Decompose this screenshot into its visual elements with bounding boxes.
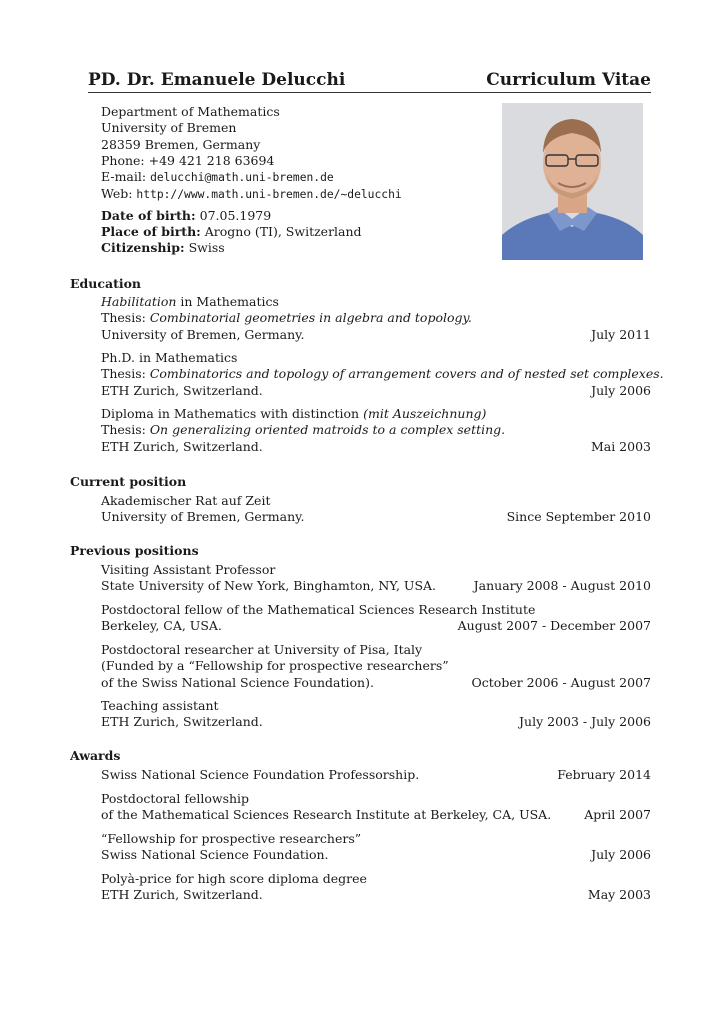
- place-of-birth: [101, 224, 491, 240]
- award-line2: of the Mathematical Sciences Research Institute at Berkeley, CA, USA.: [101, 807, 552, 823]
- citizenship-value: Swiss: [184, 240, 225, 256]
- list-item: [101, 767, 651, 783]
- dob-value: 07.05.1979: [195, 207, 272, 223]
- prev-item-date: July 2003 - July 2006: [519, 714, 651, 730]
- phd-date: July 2006: [591, 382, 651, 398]
- habil-thesis: Combinatorial geometries in algebra and topology.: [149, 310, 472, 326]
- prev-item-line2: ETH Zurich, Switzerland.: [101, 714, 263, 730]
- diploma-degree: Diploma in Mathematics with distinction: [101, 406, 364, 421]
- award-date: May 2003: [587, 887, 651, 903]
- diploma-degree-it: (mit Auszeichnung): [363, 406, 487, 421]
- education-phd: [101, 350, 664, 399]
- habil-degree: in Mathematics: [176, 294, 279, 309]
- web-line: [101, 186, 491, 203]
- citizenship-label: Citizenship:: [101, 240, 185, 256]
- habil-degree-it: Habilitation: [101, 294, 177, 309]
- prev-item-date: August 2007 - December 2007: [457, 618, 651, 634]
- list-item: [101, 602, 651, 635]
- date-of-birth: [101, 208, 491, 224]
- pob-label: Place of birth:: [101, 224, 201, 240]
- phd-thesis-label: Thesis:: [101, 366, 150, 382]
- city: 28359 Bremen, Germany: [101, 136, 261, 152]
- document-title: Curriculum Vitae: [486, 70, 651, 90]
- contact-block: [101, 104, 491, 257]
- phd-place: ETH Zurich, Switzerland.: [101, 382, 263, 398]
- award-date: February 2014: [557, 767, 651, 782]
- portrait-image: [502, 103, 643, 260]
- award-line2: Swiss National Science Foundation.: [101, 847, 329, 863]
- diploma-place: ETH Zurich, Switzerland.: [101, 438, 263, 454]
- list-item: [101, 562, 651, 595]
- award-date: July 2006: [591, 847, 651, 863]
- current-date: Since September 2010: [506, 509, 651, 525]
- person-name: PD. Dr. Emanuele Delucchi: [88, 70, 346, 90]
- university: University of Bremen: [101, 120, 237, 136]
- prev-item-line1: Postdoctoral fellow of the Mathematical Sciences Research Institute: [101, 602, 536, 617]
- list-item: [101, 871, 651, 904]
- prev-item-line2: Berkeley, CA, USA.: [101, 618, 222, 634]
- email-line: [101, 169, 491, 186]
- education-diploma: [101, 406, 651, 455]
- prev-item-date: January 2008 - August 2010: [473, 578, 651, 594]
- prev-item-line1: Visiting Assistant Professor: [101, 562, 276, 577]
- section-current-title: Current position: [70, 474, 187, 489]
- current-place: University of Bremen, Germany.: [101, 509, 305, 525]
- department: Department of Mathematics: [101, 104, 280, 119]
- habil-date: July 2011: [591, 326, 651, 342]
- pob-value: Arogno (TI), Switzerland: [200, 224, 362, 240]
- list-item: [101, 698, 651, 731]
- habil-thesis-label: Thesis:: [101, 310, 150, 326]
- list-item: [101, 791, 651, 824]
- diploma-thesis: On generalizing oriented matroids to a complex setting.: [149, 422, 506, 438]
- email-link[interactable]: delucchi@math.uni-bremen.de: [150, 171, 334, 185]
- prev-item-line2: (Funded by a “Fellowship for prospective researchers”: [101, 658, 449, 674]
- citizenship: [101, 240, 491, 256]
- phd-degree: Ph.D. in Mathematics: [101, 350, 238, 365]
- prev-item-line1: Postdoctoral researcher at University of Pisa, Italy: [101, 642, 423, 657]
- web-link[interactable]: http://www.math.uni-bremen.de/∼delucchi: [136, 188, 402, 202]
- prev-item-line2: State University of New York, Binghamton, NY, USA.: [101, 578, 437, 594]
- dob-label: Date of birth:: [101, 207, 196, 223]
- prev-item-date: October 2006 - August 2007: [471, 674, 651, 690]
- habil-place: University of Bremen, Germany.: [101, 326, 305, 342]
- diploma-date: Mai 2003: [590, 438, 651, 454]
- current-position: [101, 493, 651, 526]
- section-education-title: Education: [70, 276, 142, 291]
- list-item: [101, 642, 651, 691]
- diploma-thesis-label: Thesis:: [101, 422, 150, 438]
- prev-item-line1: Teaching assistant: [101, 698, 219, 713]
- award-date: April 2007: [584, 807, 651, 823]
- award-line1: “Fellowship for prospective researchers”: [101, 831, 362, 846]
- award-line1: Swiss National Science Foundation Professorship.: [101, 767, 420, 782]
- current-role: Akademischer Rat auf Zeit: [101, 493, 271, 508]
- portrait-photo: [502, 103, 643, 260]
- section-awards-title: Awards: [70, 748, 121, 763]
- award-line1: Postdoctoral fellowship: [101, 791, 250, 806]
- award-line2: ETH Zurich, Switzerland.: [101, 887, 263, 903]
- prev-item-line3: of the Swiss National Science Foundation).: [101, 674, 374, 690]
- list-item: [101, 831, 651, 864]
- page-header: [88, 70, 651, 93]
- phone: Phone: +49 421 218 63694: [101, 152, 275, 168]
- phd-thesis: Combinatorics and topology of arrangement covers and of nested set complexes.: [149, 366, 664, 382]
- web-label: Web:: [101, 186, 137, 202]
- section-previous-title: Previous positions: [70, 543, 199, 558]
- education-habilitation: [101, 294, 651, 343]
- email-label: E-mail:: [101, 169, 151, 185]
- award-line1: Polyà-price for high score diploma degree: [101, 871, 367, 886]
